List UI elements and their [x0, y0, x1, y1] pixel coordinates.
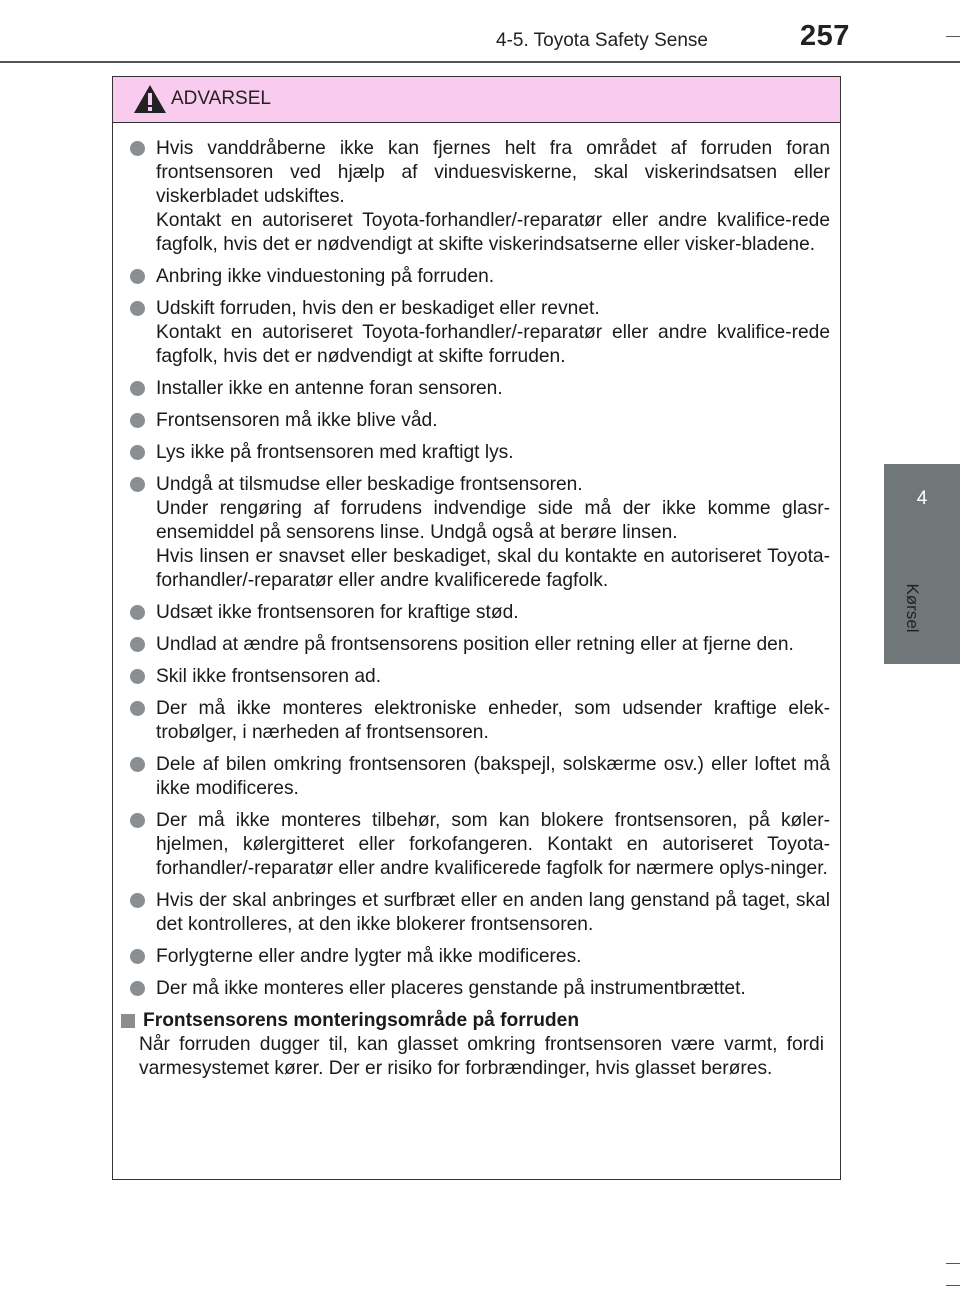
warning-bullet: [130, 665, 830, 689]
bullet-paragraph: Under rengøring af forrudens indvendige side må der ikke komme glasr-ensemiddel på sensorens linse. Undgå også at berøre linsen.: [156, 498, 830, 543]
bullet-dot-icon: [130, 141, 145, 156]
warning-bullet: [130, 137, 830, 257]
bullet-dot-icon: [130, 605, 145, 620]
warning-bullet: [130, 633, 830, 657]
bullet-dot-icon: [130, 413, 145, 428]
bullet-paragraph: Lys ikke på frontsensoren med kraftigt lys.: [156, 442, 514, 463]
bullet-dot-icon: [130, 757, 145, 772]
bullet-paragraph: Skil ikke frontsensoren ad.: [156, 666, 382, 687]
bullet-paragraph: Installer ikke en antenne foran sensoren.: [156, 378, 503, 399]
page-header: [0, 0, 960, 62]
bullet-dot-icon: [130, 981, 145, 996]
bullet-dot-icon: [130, 477, 145, 492]
warning-bullet: [130, 809, 830, 881]
chapter-number: 4: [916, 488, 928, 509]
warning-bullet: [130, 753, 830, 801]
subsection-heading: [121, 1009, 830, 1033]
crop-mark: [946, 36, 960, 37]
warning-bullet: [130, 977, 830, 1001]
bullet-dot-icon: [130, 269, 145, 284]
warning-bullet: [130, 409, 830, 433]
bullet-paragraph: Der må ikke monteres elektroniske enheder, som udsender kraftige elek-trobølger, i nærheden af frontsensoren.: [156, 698, 830, 743]
page-number: 257: [800, 20, 850, 52]
bullet-dot-icon: [130, 381, 145, 396]
bullet-paragraph: Hvis der skal anbringes et surfbræt eller en anden lang genstand på taget, skal det kontrolleres, at den ikke blokerer frontsensoren.: [156, 890, 830, 935]
warning-bullet: [130, 297, 830, 369]
bullet-paragraph: Der må ikke monteres tilbehør, som kan blokere frontsensoren, på køler-hjelmen, kølergitteret eller forkofangeren. Kontakt en autoriseret Toyota-forhandler/-reparatør eller andre kvalificerede fagfolk for nærmere oplys-ninger.: [156, 810, 830, 879]
warning-bullet: [130, 601, 830, 625]
bullet-list: [130, 137, 830, 1001]
bullet-dot-icon: [130, 813, 145, 828]
subsection-paragraph: Når forruden dugger til, kan glasset omkring frontsensoren være varmt, fordi varmesystemet kører. Der er risiko for forbrændinger, hvis glasset berøres.: [139, 1034, 824, 1079]
square-bullet-icon: [121, 1014, 135, 1028]
bullet-paragraph: Hvis linsen er snavset eller beskadiget, skal du kontakte en autoriseret Toyota-forhandler/-reparatør eller andre kvalificerede fagfolk.: [156, 546, 830, 591]
bullet-paragraph: Der må ikke monteres eller placeres genstande på instrumentbrættet.: [156, 978, 746, 999]
section-title: 4-5. Toyota Safety Sense: [496, 30, 708, 51]
bullet-dot-icon: [130, 701, 145, 716]
warning-bullet: [130, 889, 830, 937]
crop-mark: [946, 1263, 960, 1264]
chapter-label: Kørsel: [903, 583, 922, 633]
warning-box: [112, 76, 841, 1180]
bullet-dot-icon: [130, 893, 145, 908]
warning-body: [113, 123, 840, 1081]
bullet-paragraph: Udskift forruden, hvis den er beskadiget eller revnet.: [156, 298, 600, 319]
bullet-paragraph: Forlygterne eller andre lygter må ikke modificeres.: [156, 946, 582, 967]
warning-bullet: [130, 697, 830, 745]
bullet-paragraph: Kontakt en autoriseret Toyota-forhandler/-reparatør eller andre kvalifice-rede fagfolk, hvis det er nødvendigt at skifte forruden.: [156, 322, 830, 367]
warning-header: [113, 77, 840, 123]
bullet-paragraph: Anbring ikke vinduestoning på forruden.: [156, 266, 495, 287]
bullet-dot-icon: [130, 301, 145, 316]
warning-bullet: [130, 441, 830, 465]
bullet-paragraph: Undgå at tilsmudse eller beskadige frontsensoren.: [156, 474, 583, 495]
warning-triangle-icon: [133, 84, 167, 114]
warning-title: ADVARSEL: [171, 88, 271, 109]
bullet-dot-icon: [130, 637, 145, 652]
subsection-heading-text: Frontsensorens monteringsområde på forruden: [143, 1010, 580, 1031]
warning-bullet: [130, 265, 830, 289]
bullet-paragraph: Undlad at ændre på frontsensorens position eller retning eller at fjerne den.: [156, 634, 794, 655]
bullet-dot-icon: [130, 445, 145, 460]
bullet-paragraph: Dele af bilen omkring frontsensoren (bakspejl, solskærme osv.) eller loftet må ikke modificeres.: [156, 754, 830, 799]
crop-mark: [946, 1285, 960, 1286]
bullet-dot-icon: [130, 949, 145, 964]
bullet-paragraph: Frontsensoren må ikke blive våd.: [156, 410, 438, 431]
warning-bullet: [130, 945, 830, 969]
bullet-paragraph: Kontakt en autoriseret Toyota-forhandler/-reparatør eller andre kvalifice-rede fagfolk, hvis det er nødvendigt at skifte viskerindsatserne eller visker-bladene.: [156, 210, 830, 255]
bullet-paragraph: Udsæt ikke frontsensoren for kraftige stød.: [156, 602, 519, 623]
warning-bullet: [130, 377, 830, 401]
bullet-paragraph: Hvis vanddråberne ikke kan fjernes helt fra området af forruden foran frontsensoren ved hjælp af vinduesviskerne, skal viskerindsatsen eller viskerbladet udskiftes.: [156, 138, 830, 207]
header-rule: [0, 61, 960, 63]
warning-bullet: [130, 473, 830, 593]
bullet-dot-icon: [130, 669, 145, 684]
